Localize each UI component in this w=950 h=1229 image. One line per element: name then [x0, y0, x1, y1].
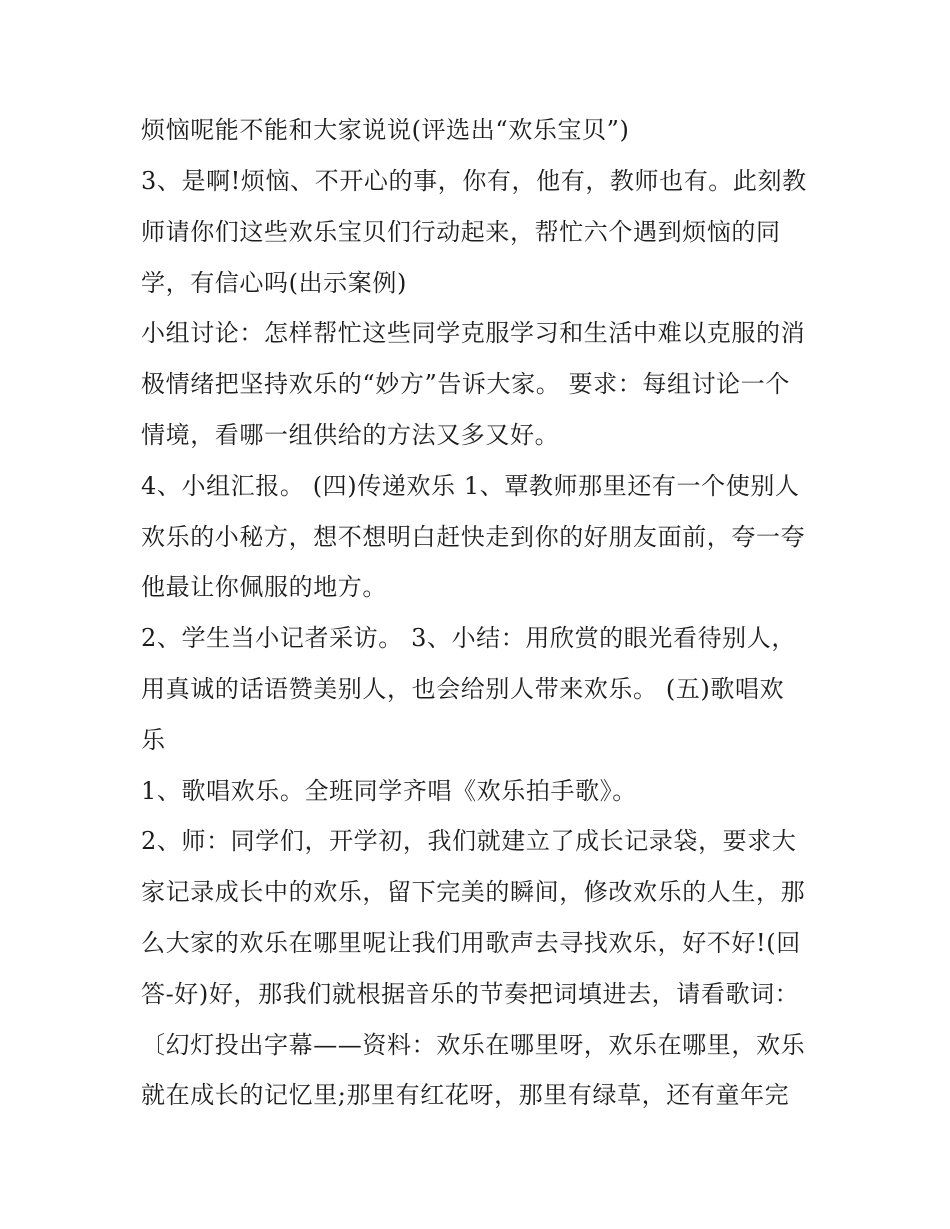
text-line: 烦恼呢能不能和大家说说(评选出“欢乐宝贝”): [141, 116, 630, 144]
text-line: 答-好)好，那我们就根据音乐的节奏把词填进去，请看歌词：: [141, 980, 800, 1008]
text-line: 〔幻灯投出字幕——资料：欢乐在哪里呀，欢乐在哪里，欢乐: [141, 1031, 806, 1059]
text-line: 3、是啊!烦恼、不开心的事，你有，他有，教师也有。此刻教: [141, 167, 807, 195]
text-line: 小组讨论：怎样帮忙这些同学克服学习和生活中难以克服的消: [141, 319, 806, 347]
text-line: 师请你们这些欢乐宝贝们行动起来，帮忙六个遇到烦恼的同: [141, 218, 781, 246]
text-line: 1、歌唱欢乐。全班同学齐唱《欢乐拍手歌》。: [141, 777, 637, 805]
text-line: 学，有信心吗(出示案例): [141, 269, 407, 297]
text-line: 2、师：同学们，开学初，我们就建立了成长记录袋，要求大: [141, 827, 797, 855]
text-line: 就在成长的记忆里;那里有红花呀，那里有绿草，还有童年完: [141, 1081, 790, 1109]
text-line: 家记录成长中的欢乐，留下完美的瞬间，修改欢乐的人生，那: [141, 878, 806, 906]
text-line: 他最让你佩服的地方。: [141, 573, 387, 601]
text-line: 乐: [141, 726, 166, 754]
text-line: 情境，看哪一组供给的方法又多又好。: [141, 421, 560, 449]
text-line: 用真诚的话语赞美别人，也会给别人带来欢乐。 (五)歌唱欢: [141, 675, 785, 703]
text-line: 极情绪把坚持欢乐的“妙方”告诉大家。 要求：每组讨论一个: [141, 370, 790, 398]
text-line: 欢乐的小秘方，想不想明白赶快走到你的好朋友面前，夸一夸: [141, 523, 806, 551]
text-line: 2、学生当小记者采访。 3、小结：用欣赏的眼光看待别人，: [141, 624, 796, 652]
text-line: 么大家的欢乐在哪里呢让我们用歌声去寻找欢乐，好不好!(回: [141, 929, 801, 957]
text-line: 4、小组汇报。 (四)传递欢乐 1、覃教师那里还有一个使别人: [141, 472, 800, 500]
